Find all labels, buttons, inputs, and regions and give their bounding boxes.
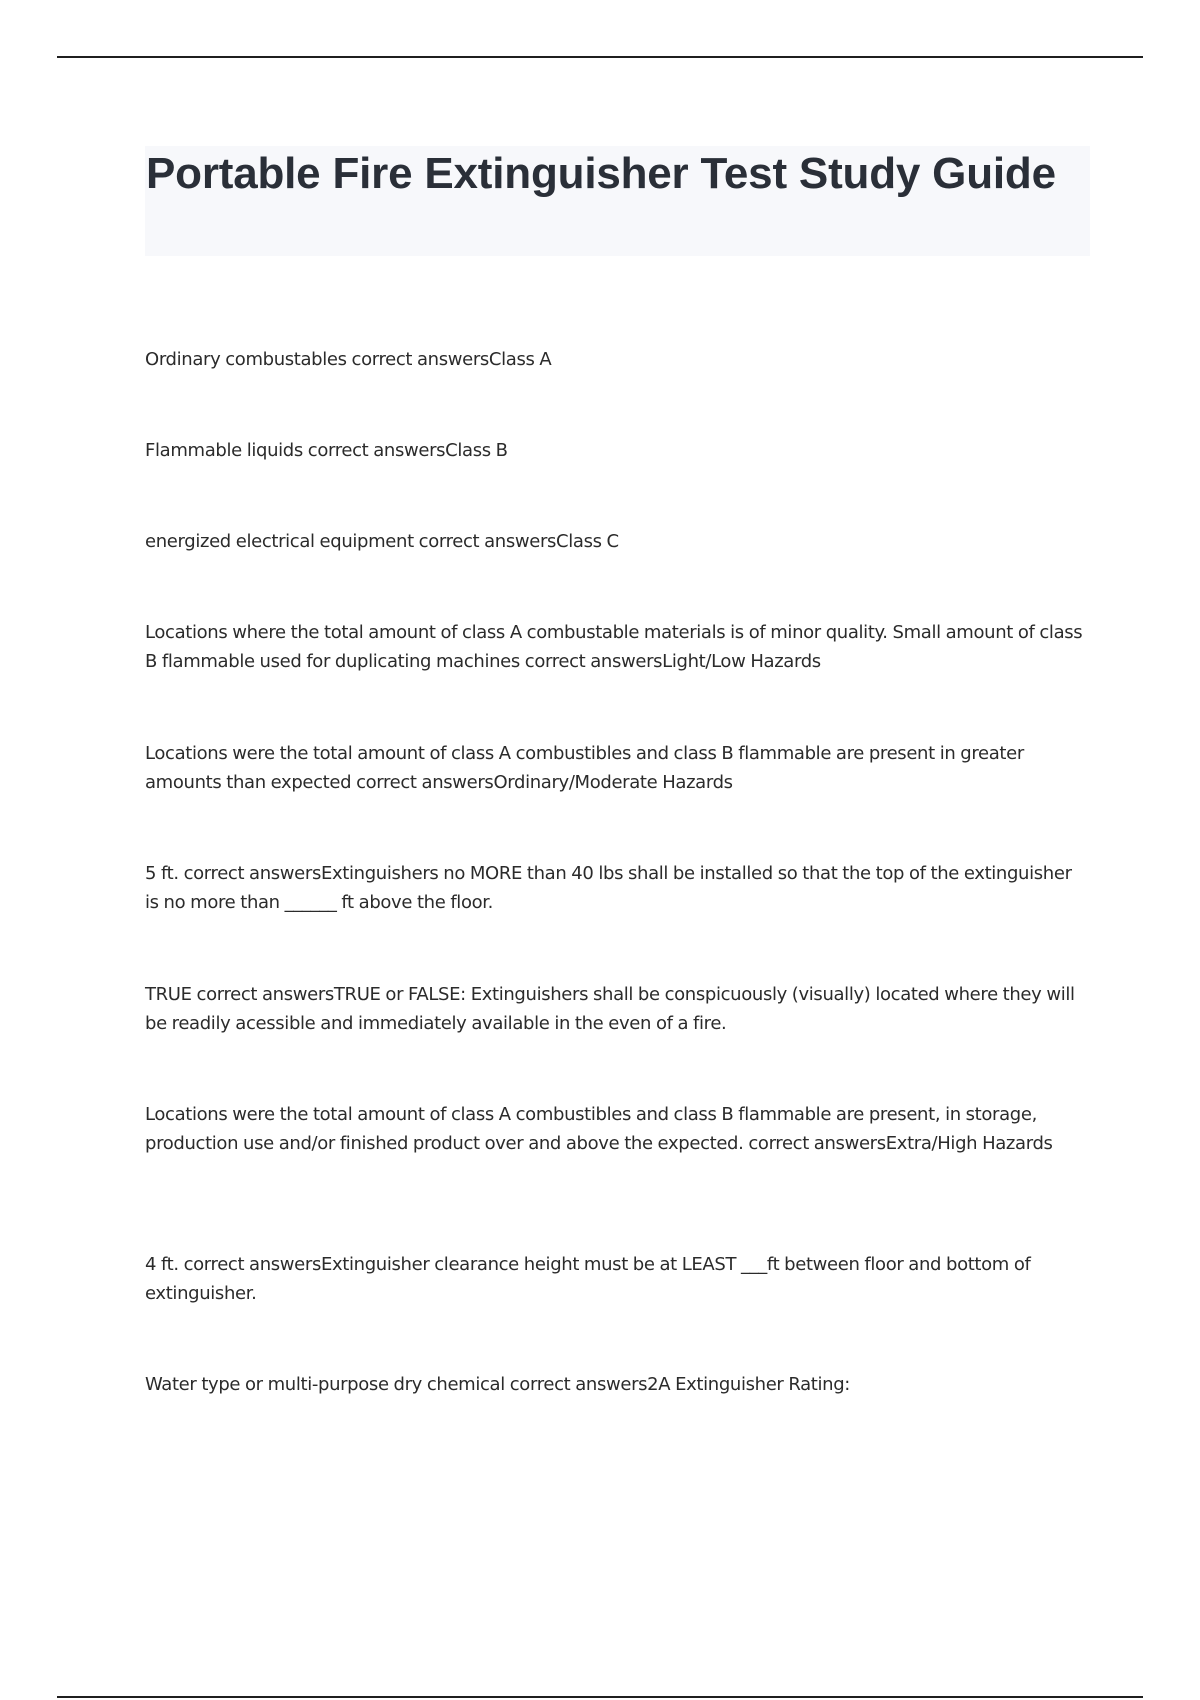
qa-item: Locations where the total amount of class A combustable materials is of minor quality. Small amount of class B flammable used for duplicating machines correct answersLight/Low Hazards <box>145 622 1083 672</box>
qa-item: Flammable liquids correct answersClass B <box>145 440 508 461</box>
bottom-rule <box>57 1696 1143 1698</box>
qa-item: energized electrical equipment correct answersClass C <box>145 531 619 552</box>
qa-item: Locations were the total amount of class A combustibles and class B flammable are present, in storage, production use and/or finished product over and above the expected. correct answersExtra/High Hazards <box>145 1104 1053 1154</box>
top-rule <box>57 56 1143 58</box>
qa-item: Locations were the total amount of class A combustibles and class B flammable are present in greater amounts than expected correct answersOrdinary/Moderate Hazards <box>145 743 1024 793</box>
qa-item: 5 ft. correct answersExtinguishers no MORE than 40 lbs shall be installed so that the top of the extinguisher is no more than ______ ft above the floor. <box>145 863 1072 913</box>
qa-item: TRUE correct answersTRUE or FALSE: Extinguishers shall be conspicuously (visually) located where they will be readily acessible and immediately available in the even of a fire. <box>145 984 1075 1034</box>
qa-item: Ordinary combustables correct answersClass A <box>145 349 552 370</box>
title-block <box>145 146 1090 256</box>
qa-item: Water type or multi-purpose dry chemical correct answers2A Extinguisher Rating: <box>145 1374 850 1395</box>
page-title: Portable Fire Extinguisher Test Study Guide <box>146 149 1056 198</box>
qa-item: 4 ft. correct answersExtinguisher clearance height must be at LEAST ___ft between floor and bottom of extinguisher. <box>145 1254 1031 1304</box>
